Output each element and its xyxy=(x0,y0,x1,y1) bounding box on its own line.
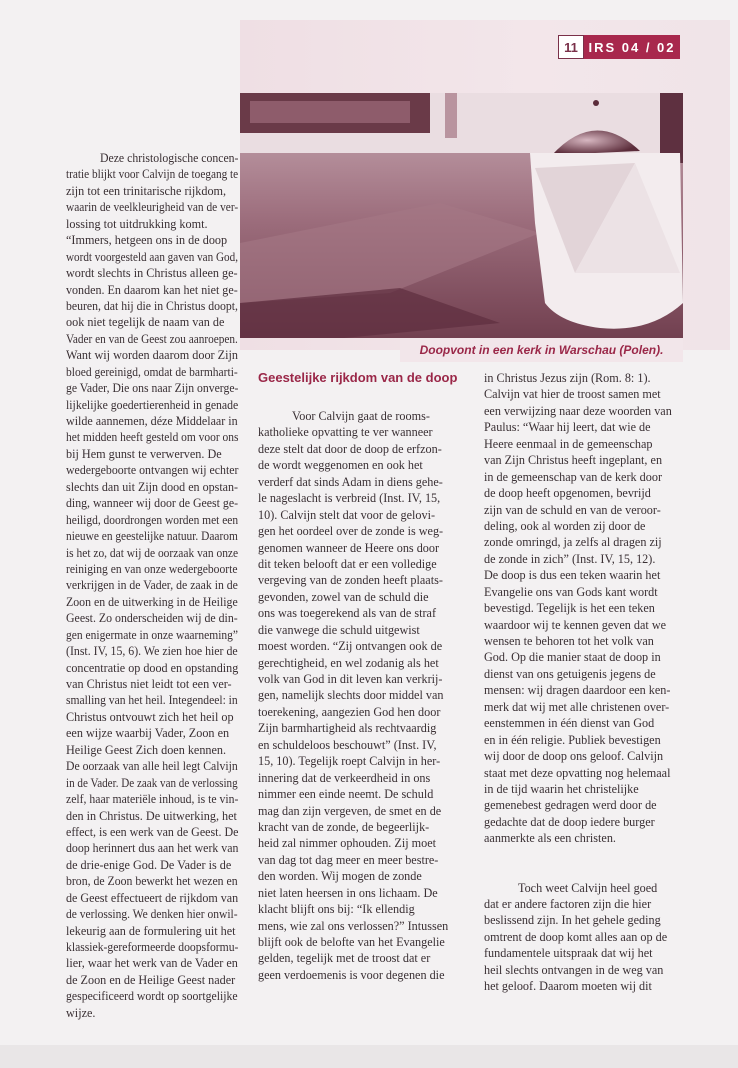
text-line xyxy=(66,545,238,561)
text-line xyxy=(66,906,238,922)
text-line-content: bron, de Zoon bewerkt het wezen en xyxy=(66,874,238,889)
text-line xyxy=(66,462,238,478)
text-line-content: bij Hem gunst te verwerven. De xyxy=(66,446,222,461)
text-line-content: waarin de veelkleurigheid van de ver- xyxy=(66,200,239,215)
text-line xyxy=(66,610,238,626)
text-line xyxy=(484,732,698,748)
text-line xyxy=(66,972,238,988)
text-line xyxy=(484,534,698,550)
text-line xyxy=(258,408,468,424)
text-line xyxy=(66,249,238,265)
text-line-content: is het zo, dat wij de oorzaak van onze xyxy=(66,545,239,560)
text-line-content: reiniging en van onze wedergeboorte xyxy=(66,561,238,576)
text-line-content: vergeving van de zonden heeft plaats- xyxy=(258,573,443,588)
text-line xyxy=(66,528,238,544)
text-line xyxy=(484,715,698,731)
text-line xyxy=(66,643,238,659)
text-line xyxy=(66,775,238,791)
text-line xyxy=(484,633,698,649)
text-line-content: God. Op die manier staat de doop in xyxy=(484,650,661,665)
text-line xyxy=(484,469,698,485)
text-line xyxy=(66,199,238,215)
text-line xyxy=(258,589,468,605)
text-line xyxy=(66,479,238,495)
text-line-content: in Christus Jezus zijn (Rom. 8: 1). xyxy=(484,371,651,385)
text-line xyxy=(66,298,238,314)
text-line xyxy=(66,166,238,182)
text-line xyxy=(484,945,698,961)
text-line xyxy=(258,671,468,687)
text-line-content: wedergeboorte ontvangen wij echter xyxy=(66,463,239,478)
text-line xyxy=(484,699,698,715)
text-line-content: gespecificeerd wordt op soortgelijke xyxy=(66,989,238,1004)
page-bottom-edge xyxy=(0,1045,738,1068)
text-line xyxy=(484,518,698,534)
text-line xyxy=(258,868,468,884)
text-line-content: smalling van het heil. Integendeel: in xyxy=(66,693,238,708)
text-line xyxy=(258,441,468,457)
text-line-content: innering dat de verkeerdheid in ons xyxy=(258,770,431,785)
text-line-content: Zijn barmhartigheid als rechtvaardig xyxy=(258,721,437,736)
text-line-content: van Christus niet leidt tot een ver- xyxy=(66,677,232,691)
text-line xyxy=(258,704,468,720)
text-line-content: een verwijzing naar deze woorden van xyxy=(484,403,672,418)
text-line xyxy=(484,797,698,813)
text-line xyxy=(484,682,698,698)
text-line-content: wordt voorgesteld aan gaven van God, xyxy=(66,249,238,264)
text-line xyxy=(484,485,698,501)
text-line-content: gen het oordeel over de zonde is weg- xyxy=(258,524,444,539)
text-line xyxy=(66,594,238,610)
text-line xyxy=(258,507,468,523)
text-line-content: toerekening, aangezien God hen door xyxy=(258,704,441,719)
text-line-content: doop herinnert dus aan het werk van xyxy=(66,841,239,856)
text-line xyxy=(66,742,238,758)
text-line-content: 15, 10). Tegelijk roept Calvijn in her- xyxy=(258,754,441,769)
text-line xyxy=(258,720,468,736)
text-line-content: beuren, dat hij die in Christus doopt, xyxy=(66,298,239,313)
text-line-content: blijft ook de belofte van het Evangelie xyxy=(258,935,445,949)
middle-column-text xyxy=(258,408,468,983)
text-line xyxy=(484,436,698,452)
text-line xyxy=(66,627,238,643)
text-line-content: Geest. Zo onderscheiden wij de din- xyxy=(66,611,238,626)
text-line-content: de Zoon en de Heilige Geest nader xyxy=(66,972,236,987)
text-line-content: bevestigd. Tegelijk is het een teken xyxy=(484,601,655,616)
text-line-content: en in één religie. Publiek bevestigen xyxy=(484,732,661,747)
text-line-content: lekeurig aan de formulering uit het xyxy=(66,923,236,938)
text-line-content: de drie-enige God. De Vader is de xyxy=(66,857,232,872)
text-line xyxy=(258,622,468,638)
text-line-content: nieuwe en geestelijke natuur. Daarom xyxy=(66,529,238,544)
text-line-content: wordt slechts in Christus alleen ge- xyxy=(66,266,238,281)
text-line xyxy=(66,890,238,906)
text-line xyxy=(66,314,238,330)
text-line xyxy=(258,523,468,539)
text-line xyxy=(66,660,238,676)
text-line-content: Vader en van de Geest zou aanroepen. xyxy=(66,331,238,346)
text-line-content: mag dan zijn vergeven, de smet en de xyxy=(258,803,442,818)
text-line-content: klassiek-gereformeerde doopsformu- xyxy=(66,940,239,954)
baptismal-font-photo xyxy=(240,93,683,338)
text-line xyxy=(66,577,238,593)
text-line-content: heid zal nimmer ophouden. Zij moet xyxy=(258,836,437,851)
text-line xyxy=(258,835,468,851)
text-line-content: ons was toegerekend als van de straf xyxy=(258,606,437,621)
text-line xyxy=(66,282,238,298)
text-line-content: wilde aannemen, déze Middelaar in xyxy=(66,414,238,428)
text-line-content: gemenebest gedragen werd door de xyxy=(484,798,657,813)
section-heading: Geestelijke rijkdom van de doop xyxy=(258,370,458,385)
text-line xyxy=(258,687,468,703)
text-line-content: zonde omringd, ja zelfs al dragen zij xyxy=(484,535,662,550)
text-line-content: tratie blijkt voor Calvijn de toegang te xyxy=(66,167,239,182)
text-line-content: lossing tot uitdrukking komt. xyxy=(66,216,208,231)
text-line xyxy=(258,540,468,556)
text-line xyxy=(66,429,238,445)
text-line-content: katholieke opvatting te ver wanneer xyxy=(258,425,433,440)
text-line xyxy=(484,452,698,468)
text-line-content: 10). Calvijn stelt dat voor de gelovi- xyxy=(258,507,436,522)
text-line xyxy=(66,150,238,166)
text-line xyxy=(258,803,468,819)
text-line-content: aanmerkte als een christen. xyxy=(484,831,616,846)
text-line xyxy=(258,967,468,983)
text-line-content: slechts dan uit Zijn dood en opstan- xyxy=(66,479,239,494)
text-line-content: den in Christus. De uitwerking, het xyxy=(66,808,237,823)
text-line-content: Paulus: “Waar hij leert, dat wie de xyxy=(484,420,651,435)
text-line-content: mensen: wij dragen daardoor een ken- xyxy=(484,683,671,698)
text-line xyxy=(66,709,238,725)
text-line xyxy=(66,692,238,708)
text-line xyxy=(66,216,238,232)
text-line-content: gedachte dat de doop iedere burger xyxy=(484,814,655,829)
text-line xyxy=(258,737,468,753)
text-line-content: in de tijd waarin het christelijke xyxy=(484,781,639,796)
text-line xyxy=(258,753,468,769)
text-line xyxy=(484,502,698,518)
text-line-content: Voor Calvijn gaat de rooms- xyxy=(292,409,430,423)
text-line xyxy=(66,397,238,413)
text-line xyxy=(66,364,238,380)
text-line xyxy=(66,183,238,199)
text-line-content: Toch weet Calvijn heel goed xyxy=(518,880,658,895)
page-header-badge xyxy=(558,35,680,59)
text-line-content: gelden, tegelijk met de troost dat er xyxy=(258,951,431,966)
text-line-content: zelf, haar materiële inhoud, is te vin- xyxy=(66,792,239,807)
text-line xyxy=(484,386,698,402)
text-line-content: vonden. En daarom kan het niet ge- xyxy=(66,282,238,297)
text-line xyxy=(66,873,238,889)
text-line-content: Evangelie ons van Gods kant wordt xyxy=(484,584,658,599)
text-line xyxy=(66,561,238,577)
text-line xyxy=(66,955,238,971)
text-line-content: kracht van de zonde, de begeerlijk- xyxy=(258,819,430,834)
text-line-content: ge Vader, Die ons naar Zijn onverge- xyxy=(66,381,239,396)
text-line-content: die vanwege die schuld uitgewist xyxy=(258,622,420,637)
left-column-text xyxy=(66,150,238,1021)
text-line xyxy=(258,457,468,473)
text-line xyxy=(484,617,698,633)
text-line xyxy=(484,403,698,419)
text-line-content: dienst van ons getuigenis jegens de xyxy=(484,666,656,681)
text-line xyxy=(484,830,698,846)
text-line xyxy=(484,649,698,665)
page-number: 11 xyxy=(558,35,584,59)
text-line-content: le nageslacht is verbreid (Inst. IV, 15, xyxy=(258,491,441,506)
text-line-content: dat er andere factoren zijn die hier xyxy=(484,897,652,911)
text-line xyxy=(484,748,698,764)
text-line xyxy=(258,638,468,654)
text-line-content: lier, waar het werk van de Vader en xyxy=(66,956,238,971)
text-line-content: Deze christologische concen- xyxy=(100,151,239,165)
text-line-content: van dag tot dag meer en meer bestre- xyxy=(258,852,439,867)
magazine-issue: IRS 04 / 02 xyxy=(584,35,680,59)
text-line xyxy=(484,896,698,912)
text-line xyxy=(66,808,238,824)
text-line xyxy=(484,847,698,863)
text-line-content: verkrijgen in de Vader, de zaak in de xyxy=(66,578,238,593)
text-line-content: het geloof. Daarom moeten wij dit xyxy=(484,979,652,994)
text-line xyxy=(258,950,468,966)
text-line-content: Calvijn vat hier de troost samen met xyxy=(484,387,661,402)
text-line-content: de verlossing. We denken hier onwil- xyxy=(66,907,238,922)
text-line xyxy=(258,885,468,901)
text-line xyxy=(66,347,238,363)
text-line-content: deling, ook al worden zij door de xyxy=(484,518,646,533)
text-line-content: beslissend zijn. In het gehele geding xyxy=(484,913,661,928)
text-line xyxy=(258,474,468,490)
text-line xyxy=(484,600,698,616)
text-line-content: geen verdoemenis is voor degenen die xyxy=(258,967,445,982)
text-line-content: verderf dat sinds Adam in diens gehe- xyxy=(258,474,443,489)
text-line-content: in de Vader. De zaak van de verlossing xyxy=(66,775,238,790)
text-line xyxy=(484,781,698,797)
text-line-content: De doop is dus een teken waarin het xyxy=(484,568,661,583)
text-line-content: moest worden. “Zij ontvangen ook de xyxy=(258,639,443,654)
text-line xyxy=(258,770,468,786)
text-line xyxy=(66,380,238,396)
text-line-content: en schuldeloos beschouwt” (Inst. IV, xyxy=(258,737,437,752)
text-line xyxy=(258,556,468,572)
text-line-content: van Zijn Christus heeft ingeplant, en xyxy=(484,453,663,468)
text-line xyxy=(258,572,468,588)
text-line-content: wensen te behoren tot het volk van xyxy=(484,634,654,648)
text-line-content: heil slechts ontvangen in de weg van xyxy=(484,962,664,977)
text-line-content: Heere eenmaal in de gemeenschap xyxy=(484,436,653,451)
text-line xyxy=(484,419,698,435)
text-line xyxy=(66,232,238,248)
text-line-content: mens, wie zal ons verlossen?” Intussen xyxy=(258,918,449,933)
text-line xyxy=(66,725,238,741)
text-line-content: volk van God in dit leven kan verkrij- xyxy=(258,672,443,686)
text-line-content: merk dat wij met alle christenen over- xyxy=(484,699,670,714)
text-line-content: de Geest effectueert de rijkdom van xyxy=(66,890,239,905)
text-line xyxy=(66,676,238,692)
text-line xyxy=(66,939,238,955)
text-line-content: wij door de doop ons geloof. Calvijn xyxy=(484,749,664,764)
text-line-content: klacht blijft ons bij: “Ik ellendig xyxy=(258,902,415,917)
text-line-content: de wordt weggenomen en ook het xyxy=(258,458,423,473)
text-line-content: niet laten heersen in ons lichaam. De xyxy=(258,885,438,900)
text-line xyxy=(258,918,468,934)
text-line xyxy=(66,791,238,807)
text-line-content: ding, wanneer wij door de Geest ge- xyxy=(66,496,239,511)
text-line-content: zijn tot een trinitarische rijkdom, xyxy=(66,183,227,198)
photo-caption: Doopvont in een kerk in Warschau (Polen). xyxy=(400,338,683,362)
text-line xyxy=(484,880,698,896)
text-line xyxy=(258,852,468,868)
text-line-content: dit teken belooft dat er een volledige xyxy=(258,556,437,571)
text-line xyxy=(66,923,238,939)
text-line-content: “Immers, hetgeen ons in de doop xyxy=(66,233,228,248)
text-line xyxy=(66,988,238,1004)
text-line xyxy=(484,370,698,386)
text-line xyxy=(484,584,698,600)
text-line-content: eenstemmen in één dienst van God xyxy=(484,716,655,731)
text-line xyxy=(66,840,238,856)
text-line-content: Zoon en de uitwerking in de Heilige xyxy=(66,594,238,609)
text-line xyxy=(484,962,698,978)
text-line-content: gen, namelijk slechts door middel van xyxy=(258,688,444,703)
text-line-content: (Inst. IV, 15, 6). We zien hoe hier de xyxy=(66,644,238,659)
text-line xyxy=(66,265,238,281)
text-line xyxy=(66,824,238,840)
text-line xyxy=(484,929,698,945)
text-line-content: een wijze waarbij Vader, Zoon en xyxy=(66,726,230,741)
text-line-content: het midden heeft gesteld om voor ons xyxy=(66,430,239,445)
text-line-content: staat met deze opvatting nog helemaal xyxy=(484,765,671,780)
text-line xyxy=(258,655,468,671)
text-line xyxy=(484,978,698,994)
text-line xyxy=(66,1005,238,1021)
text-line-content: gevonden, zowel van de schuld die xyxy=(258,589,429,604)
text-line-content: De oorzaak van alle heil legt Calvijn xyxy=(66,759,238,774)
text-line xyxy=(484,666,698,682)
text-line-content: genomen wanneer de Heere ons door xyxy=(258,540,440,555)
text-line-content: lijkelijke goedertierenheid in genade xyxy=(66,397,239,412)
text-line-content: heiligd, doordrongen worden met een xyxy=(66,512,239,527)
text-line xyxy=(484,567,698,583)
text-line xyxy=(258,424,468,440)
text-line-content: den worden. Wij mogen de zonde xyxy=(258,869,422,884)
text-line xyxy=(258,605,468,621)
text-line xyxy=(258,934,468,950)
text-line xyxy=(66,413,238,429)
text-line-content: omtrent de doop komt alles aan op de xyxy=(484,929,668,944)
right-column-text xyxy=(484,370,698,995)
text-line-content: concentratie op dood en opstanding xyxy=(66,660,239,675)
text-line-content: nimmer een einde neemt. De schuld xyxy=(258,787,434,802)
text-line xyxy=(66,758,238,774)
text-line xyxy=(66,495,238,511)
text-line-content: Christus ontvouwt zich het heil op xyxy=(66,709,234,724)
text-line-content: gerechtigheid, en wel zodanig als het xyxy=(258,655,439,670)
text-line-content: gen enigermate in onze waarneming” xyxy=(66,627,239,642)
text-line-content: de doop heeft opgenomen, bevrijd xyxy=(484,486,651,501)
text-line xyxy=(484,814,698,830)
text-line-content: Heilige Geest Zich doen kennen. xyxy=(66,742,227,757)
text-line-content: in de gemeenschap van de kerk door xyxy=(484,469,663,484)
text-line-content: zijn van de schuld en van de veroor- xyxy=(484,502,661,517)
text-line xyxy=(258,819,468,835)
text-line xyxy=(66,512,238,528)
text-line-content: effect, is een werk van de Geest. De xyxy=(66,824,239,839)
text-line xyxy=(66,446,238,462)
text-line-content: waardoor wij te kennen geven dat we xyxy=(484,617,667,632)
text-line xyxy=(484,863,698,879)
text-line xyxy=(66,331,238,347)
text-line xyxy=(258,901,468,917)
text-line-content: fundamentele uitspraak dat wij het xyxy=(484,946,653,961)
text-line xyxy=(484,912,698,928)
text-line xyxy=(484,551,698,567)
text-line xyxy=(258,786,468,802)
text-line xyxy=(258,490,468,506)
text-line-content: ook niet tegelijk de naam van de xyxy=(66,315,225,330)
text-line-content: Want wij worden daarom door Zijn xyxy=(66,348,238,363)
text-line xyxy=(484,765,698,781)
text-line-content: wijze. xyxy=(66,1005,96,1020)
text-line-content: de zonde in zich” (Inst. IV, 15, 12). xyxy=(484,551,656,566)
text-line xyxy=(66,857,238,873)
text-line-content: deze stelt dat door de doop de erfzon- xyxy=(258,441,442,456)
text-line-content: bloed gereinigd, omdat de barmharti- xyxy=(66,364,238,379)
